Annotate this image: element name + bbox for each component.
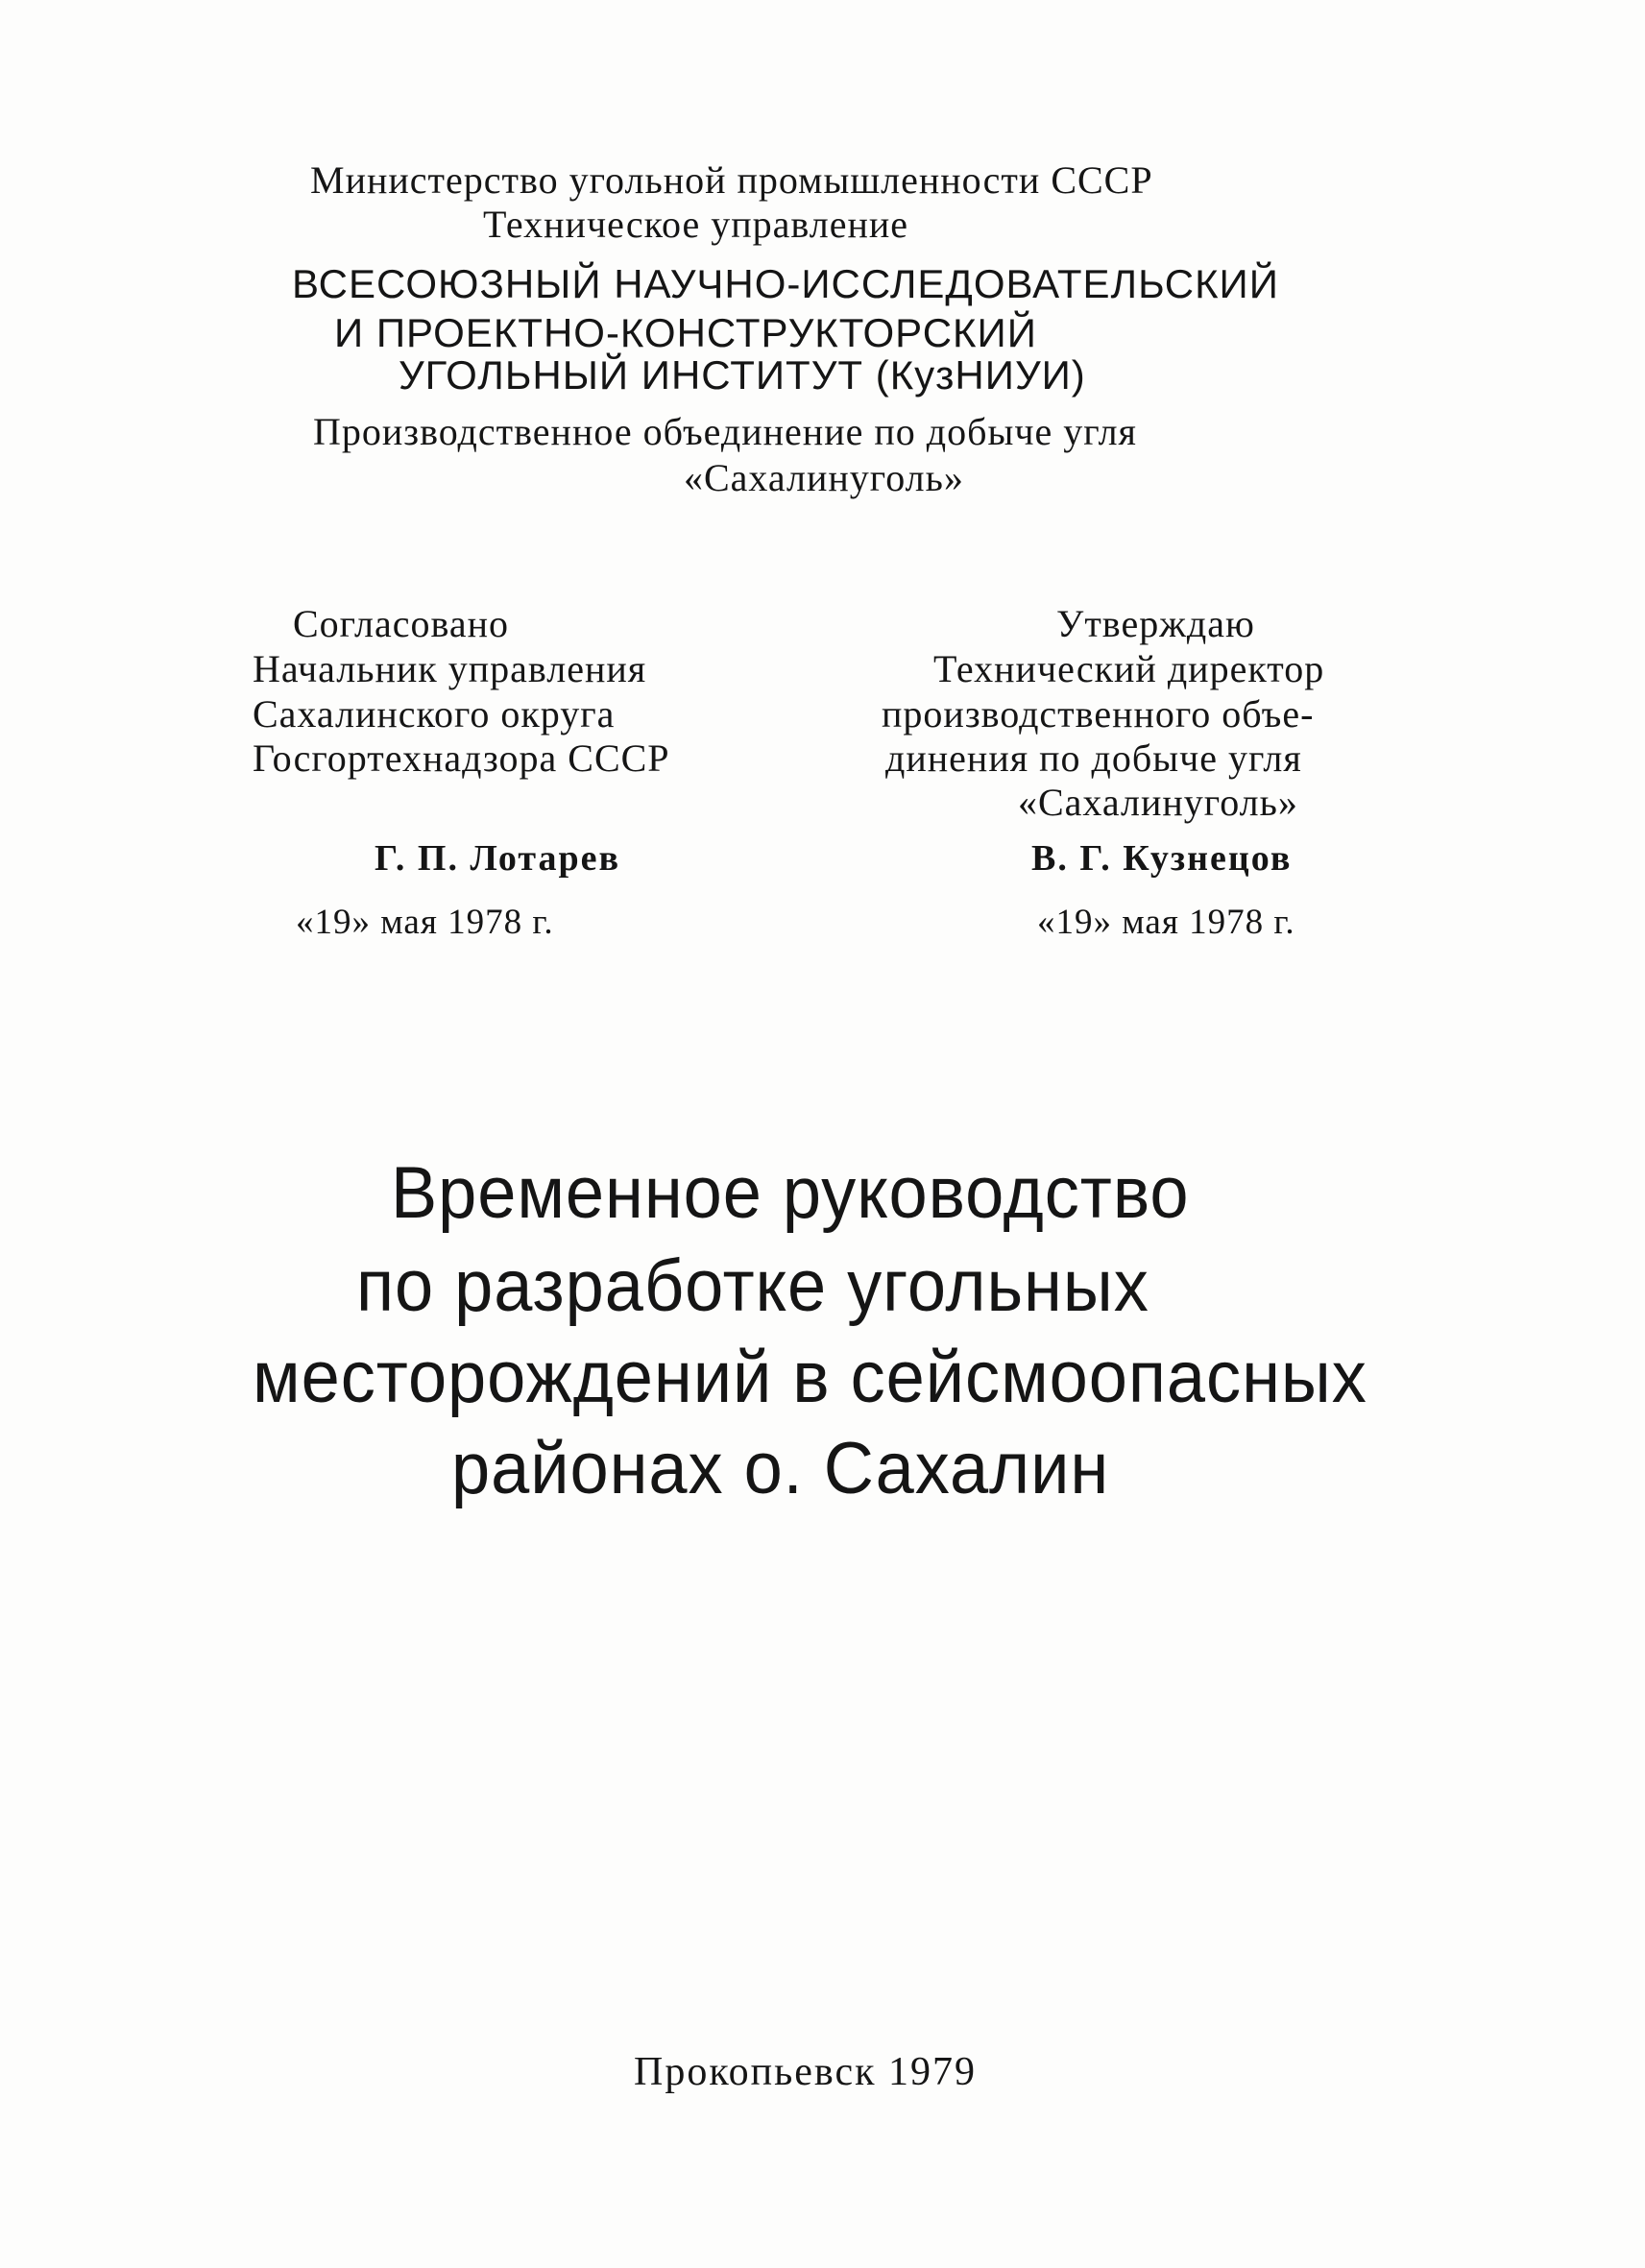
approval-left-date: «19» мая 1978 г. [296, 903, 554, 942]
institute-line-2: И ПРОЕКТНО-КОНСТРУКТОРСКИЙ [334, 310, 1037, 355]
ministry-line: Министерство угольной промышленности СССР [310, 158, 1153, 202]
association-line-1: Производственное объединение по добыче угля [313, 410, 1137, 453]
title-line-2: по разработке угольных [356, 1245, 1149, 1327]
approval-left-line-2: Сахалинского округа [253, 692, 616, 736]
approval-right-heading: Утверждаю [1056, 602, 1255, 645]
title-line-4: районах о. Сахалин [451, 1428, 1110, 1509]
department-line: Техническое управление [483, 203, 909, 246]
institute-line-3: УГОЛЬНЫЙ ИНСТИТУТ (КузНИУИ) [399, 352, 1086, 398]
association-line-2: «Сахалинуголь» [684, 456, 964, 499]
imprint-line: Прокопьевск 1979 [634, 2050, 978, 2094]
approval-right-date: «19» мая 1978 г. [1037, 903, 1295, 942]
approval-left-name: Г. П. Лотарев [375, 838, 620, 879]
title-line-1: Временное руководство [391, 1152, 1190, 1234]
approval-left-heading: Согласовано [293, 602, 510, 645]
approval-right-line-4: «Сахалинуголь» [1018, 781, 1298, 824]
approval-left-line-1: Начальник управления [253, 647, 647, 690]
approval-right-line-2: производственного объе- [882, 692, 1315, 736]
institute-line-1: ВСЕСОЮЗНЫЙ НАУЧНО-ИССЛЕДОВАТЕЛЬСКИЙ [292, 261, 1279, 306]
approval-right-line-1: Технический директор [933, 647, 1325, 690]
approval-left-line-3: Госгортехнадзора СССР [253, 736, 670, 780]
approval-right-name: В. Г. Кузнецов [1031, 838, 1293, 879]
approval-right-line-3: динения по добыче угля [885, 736, 1302, 780]
title-line-3: месторождений в сейсмоопасных [253, 1337, 1367, 1418]
